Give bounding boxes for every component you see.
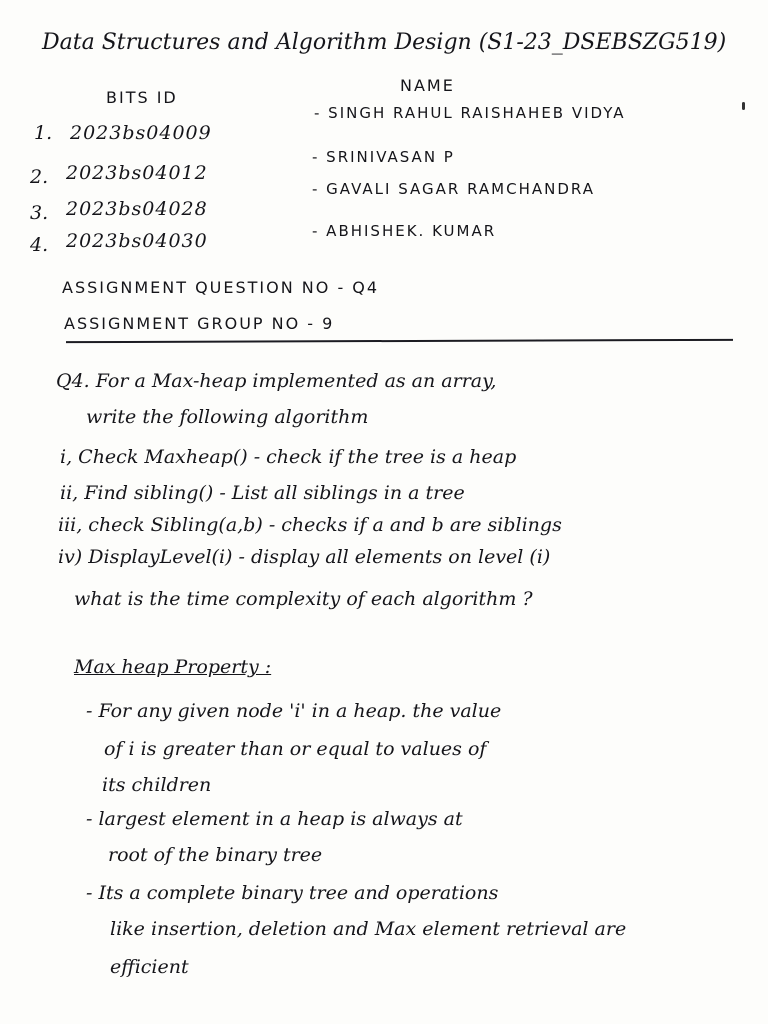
property-bullet-3-line-1: - Its a complete binary tree and operations	[86, 882, 499, 904]
question-line-2: write the following algorithm	[86, 406, 369, 428]
property-bullet-2-line-2: root of the binary tree	[108, 844, 323, 866]
name-header: NAME	[400, 76, 455, 95]
assignment-group-number: ASSIGNMENT GROUP NO - 9	[64, 314, 335, 333]
question-line-1: Q4. For a Max-heap implemented as an array,	[56, 370, 497, 392]
member-3-number: 3.	[30, 202, 49, 224]
member-4-id: 2023bs04030	[66, 230, 208, 252]
member-1-id: 2023bs04009	[70, 122, 212, 144]
question-item-4: iv) DisplayLevel(i) - display all elements on level (i)	[58, 546, 551, 568]
member-4-name: - ABHISHEK. KUMAR	[312, 222, 497, 240]
property-bullet-3-line-2: like insertion, deletion and Max element retrieval are	[110, 918, 627, 940]
member-2-id: 2023bs04012	[66, 162, 208, 184]
question-item-3: iii, check Sibling(a,b) - checks if a and b are siblings	[58, 514, 562, 536]
property-heading: Max heap Property :	[74, 656, 272, 678]
divider-line	[66, 339, 733, 343]
question-closing: what is the time complexity of each algorithm ?	[74, 588, 533, 610]
property-bullet-3-line-3: efficient	[110, 956, 189, 978]
question-item-1: i, Check Maxheap() - check if the tree is a heap	[60, 446, 517, 468]
property-bullet-1-line-1: - For any given node 'i' in a heap. the value	[86, 700, 502, 722]
property-bullet-2-line-1: - largest element in a heap is always at	[86, 808, 463, 830]
member-4-number: 4.	[30, 234, 49, 256]
document-title: Data Structures and Algorithm Design (S1-23_DSEBSZG519)	[42, 30, 727, 55]
assignment-question-number: ASSIGNMENT QUESTION NO - Q4	[62, 278, 380, 297]
member-2-number: 2.	[30, 166, 49, 188]
member-1-name: - SINGH RAHUL RAISHAHEB VIDYA	[314, 104, 626, 122]
member-3-name: - GAVALI SAGAR RAMCHANDRA	[312, 180, 595, 198]
pen-mark	[742, 102, 745, 110]
bits-id-header: BITS ID	[106, 88, 178, 107]
question-item-2: ii, Find sibling() - List all siblings in a tree	[60, 482, 465, 504]
member-1-number: 1.	[34, 122, 53, 144]
member-3-id: 2023bs04028	[66, 198, 208, 220]
property-bullet-1-line-3: its children	[102, 774, 212, 796]
member-2-name: - SRINIVASAN P	[312, 148, 455, 166]
property-bullet-1-line-2: of i is greater than or equal to values of	[104, 738, 487, 760]
